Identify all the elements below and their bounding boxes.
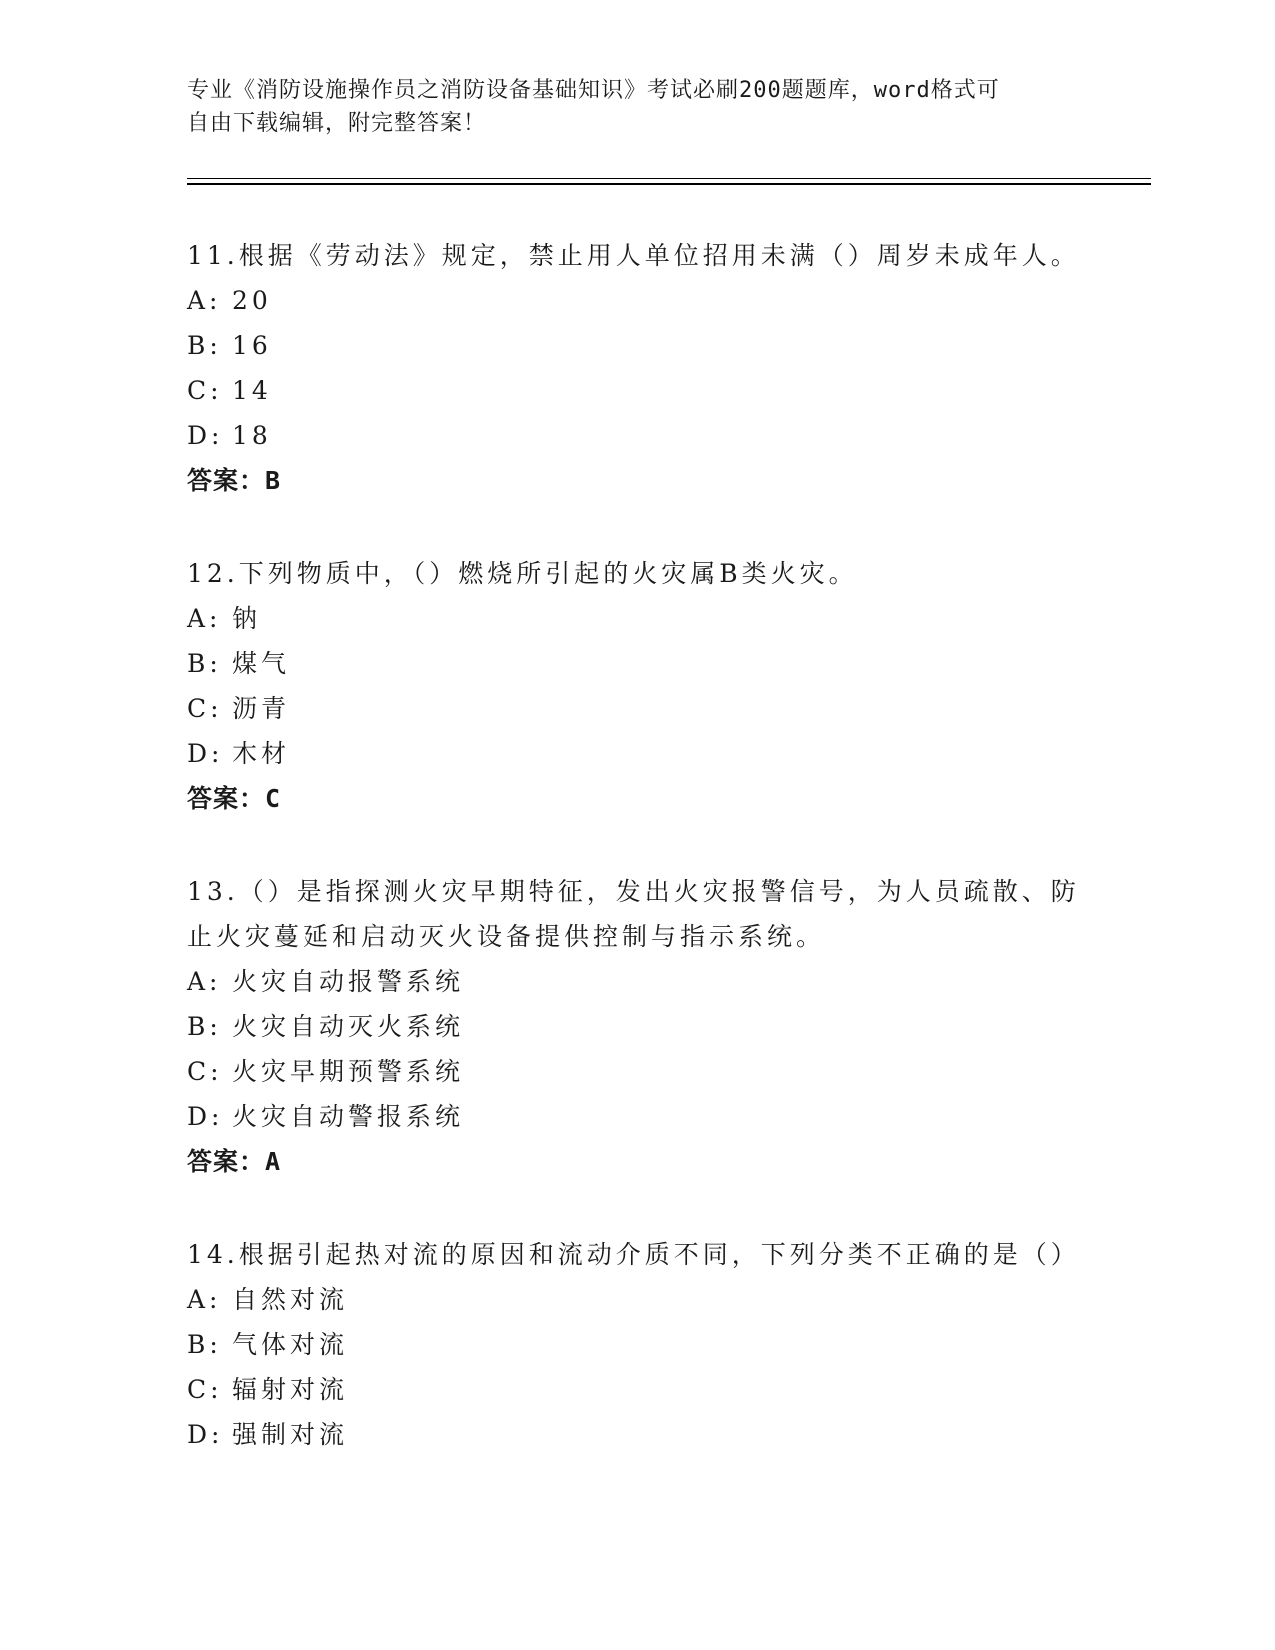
option-text: 煤气	[232, 649, 291, 678]
option-text: 18	[232, 421, 272, 450]
option-text: 火灾自动灭火系统	[232, 1012, 465, 1041]
option-text: 20	[232, 286, 272, 315]
option-text: 强制对流	[232, 1420, 349, 1449]
option-text: 火灾自动警报系统	[232, 1102, 465, 1131]
option-key: B:	[187, 1330, 222, 1359]
question-14	[187, 1232, 1107, 1457]
option-key: D:	[187, 1420, 224, 1449]
question-13	[187, 869, 1107, 1184]
header-line-2: 自由下载编辑，附完整答案！	[187, 111, 487, 136]
option-b	[187, 1004, 1107, 1049]
option-key: A:	[187, 604, 222, 633]
option-text: 木材	[232, 739, 291, 768]
option-key: D:	[187, 739, 224, 768]
option-key: C:	[187, 376, 223, 405]
answer-line: 答案：B	[187, 466, 282, 495]
option-text: 沥青	[232, 694, 291, 723]
option-key: A:	[187, 967, 222, 996]
option-key: C:	[187, 1375, 223, 1404]
option-text: 气体对流	[232, 1330, 349, 1359]
question-11	[187, 233, 1107, 503]
option-a	[187, 596, 1107, 641]
option-text: 16	[232, 331, 272, 360]
option-d	[187, 731, 1107, 776]
header-divider-bottom	[187, 183, 1151, 185]
option-text: 钠	[232, 604, 262, 633]
question-12	[187, 551, 1107, 821]
option-key: C:	[187, 1057, 223, 1086]
answer-line: 答案：A	[187, 1147, 282, 1176]
option-key: A:	[187, 1285, 222, 1314]
option-key: D:	[187, 1102, 224, 1131]
option-a	[187, 959, 1107, 1004]
option-b	[187, 641, 1107, 686]
header-divider-top	[187, 178, 1151, 179]
question-stem: 14.根据引起热对流的原因和流动介质不同，下列分类不正确的是（）	[187, 1240, 1080, 1269]
question-stem: 13.（）是指探测火灾早期特征，发出火灾报警信号，为人员疏散、防止火灾蔓延和启动灭火设备提供控制与指示系统。	[187, 877, 1080, 951]
option-c	[187, 1049, 1107, 1094]
option-a	[187, 278, 1107, 323]
option-key: A:	[187, 286, 222, 315]
question-stem: 11.根据《劳动法》规定，禁止用人单位招用未满（）周岁未成年人。	[187, 241, 1080, 270]
option-d	[187, 1412, 1107, 1457]
option-c	[187, 1367, 1107, 1412]
option-text: 14	[232, 376, 272, 405]
answer-line: 答案：C	[187, 784, 282, 813]
option-c	[187, 686, 1107, 731]
option-key: B:	[187, 331, 222, 360]
option-key: B:	[187, 649, 222, 678]
option-a	[187, 1277, 1107, 1322]
option-key: C:	[187, 694, 223, 723]
option-b	[187, 1322, 1107, 1367]
question-stem: 12.下列物质中，（）燃烧所引起的火灾属B类火灾。	[187, 559, 858, 588]
option-text: 辐射对流	[232, 1375, 349, 1404]
option-text: 自然对流	[232, 1285, 349, 1314]
option-c	[187, 368, 1107, 413]
option-key: B:	[187, 1012, 222, 1041]
option-key: D:	[187, 421, 224, 450]
option-d	[187, 1094, 1107, 1139]
document-header	[187, 74, 1087, 140]
option-text: 火灾自动报警系统	[232, 967, 465, 996]
header-line-1: 专业《消防设施操作员之消防设备基础知识》考试必刷200题题库，word格式可	[187, 78, 1000, 103]
option-text: 火灾早期预警系统	[232, 1057, 465, 1086]
option-b	[187, 323, 1107, 368]
option-d	[187, 413, 1107, 458]
